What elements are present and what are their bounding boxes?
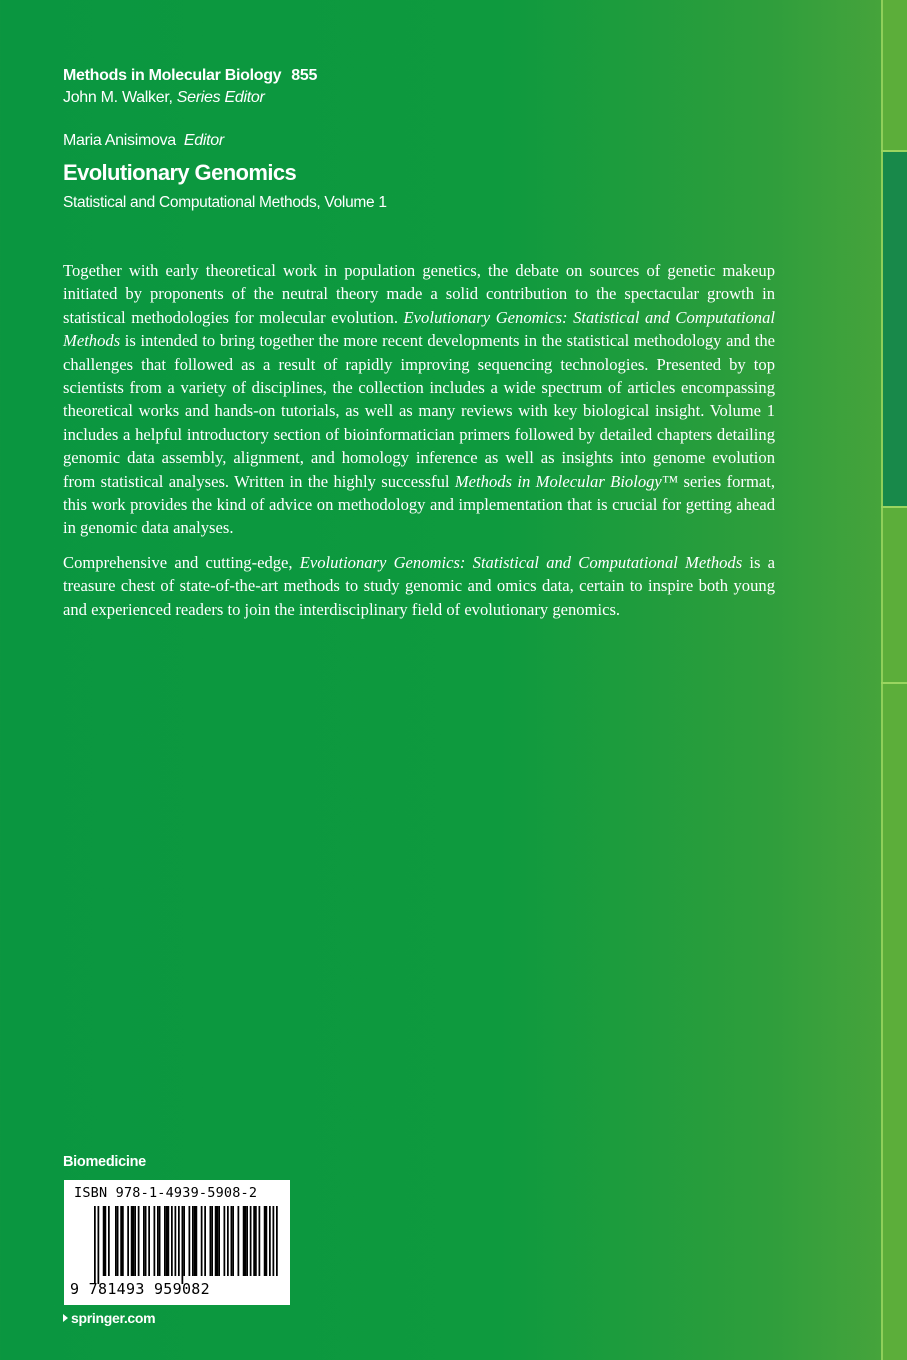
series-editor-name: John M. Walker, (63, 89, 173, 106)
isbn-label: ISBN 978-1-4939-5908-2 (74, 1185, 258, 1201)
blurb-italic-series: Methods in Molecular Biology™ (454, 471, 679, 491)
series-editor-role: Series Editor (176, 89, 265, 106)
volume-editor (63, 130, 224, 152)
blurb-text-run: series format, this work provides the kind of advice on methodology and implementation that is crucial for getting ahead in genomic data analyses. (63, 471, 775, 538)
blurb-paragraph-1 (63, 259, 775, 540)
subject-category: Biomedicine (63, 1154, 146, 1170)
series-name: Methods in Molecular Biology (63, 67, 282, 84)
book-title: Evolutionary Genomics (63, 160, 297, 185)
barcode-digits: 9 781493 959082 (70, 1280, 210, 1298)
blurb-paragraph-2 (63, 551, 775, 621)
blurb-italic-title: Evolutionary Genomics: Statistical and Computational Methods (299, 552, 743, 572)
spine-divider (881, 506, 907, 508)
series-header (63, 64, 317, 109)
blurb-text-run: is intended to bring together the more recent developments in the statistical methodology and the challenges that followed as a result of rapidly improving sequencing technologies. Presented by top scientists from a variety of disciplines, the collection includes a wide spectrum of articles encompassing theoretical works and hands-on tutorials, as well as many reviews with key biological insight. Volume 1 includes a helpful introductory section of bioinformatician primers followed by detailed chapters detailing genomic data assembly, alignment, and homology inference as well as insights into genome evolution from statistical analyses. Written in the highly successful (63, 331, 775, 491)
spine-divider (881, 150, 907, 152)
publisher-url-text: springer.com (71, 1310, 156, 1326)
arrow-right-icon (63, 1314, 68, 1322)
book-subtitle: Statistical and Computational Methods, Volume 1 (63, 194, 387, 211)
editor-role: Editor (183, 132, 224, 149)
blurb-text (63, 259, 775, 632)
blurb-text-run: Comprehensive and cutting-edge, (63, 552, 300, 572)
blurb-text-run: is a treasure chest of state-of-the-art methods to study genomic and omics data, certain to inspire both young and experienced readers to join the interdisciplinary field of evolutionary genomics. (63, 552, 775, 619)
blurb-text-run: Together with early theoretical work in population genetics, the debate on sources of genetic makeup initiated by proponents of the neutral theory made a solid contribution to the spectacular growth in statistical methodologies for molecular evolution. (63, 261, 775, 327)
series-number: 855 (291, 67, 318, 84)
editor-name: Maria Anisimova (63, 132, 176, 149)
series-editor-line (63, 87, 317, 109)
series-title-line (63, 64, 317, 87)
spine-dark-band (883, 152, 907, 507)
blurb-italic-title: Evolutionary Genomics: Statistical and Computational Methods (63, 307, 775, 351)
spine-divider (881, 682, 907, 684)
publisher-url (63, 1310, 155, 1326)
isbn-barcode (64, 1180, 290, 1305)
